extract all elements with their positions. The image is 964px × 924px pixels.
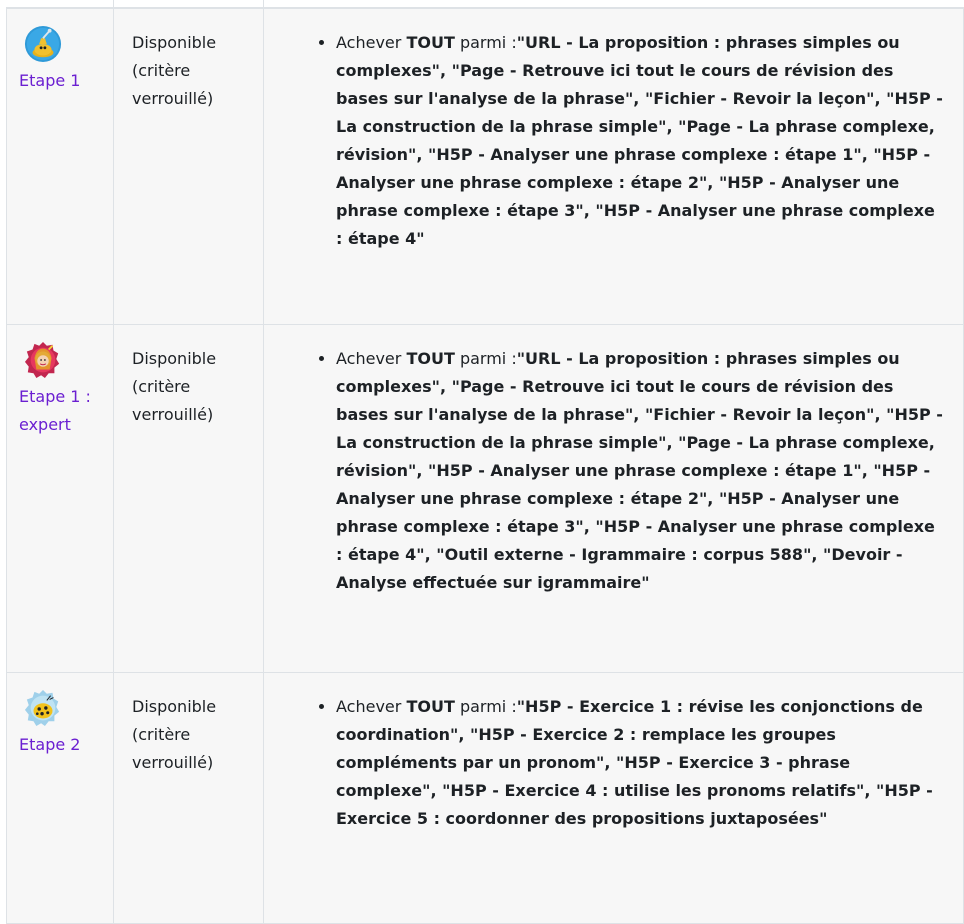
criteria-activities: "URL - La proposition : phrases simples ou complexes", "Page - Retrouve ici tout le cours de révision des bases sur l'analyse de la phrase", "Fichier - Revoir la leçon", "H5P - La construction de la phrase simple", "Page - La phrase complexe, révision", "H5P - Analyser une phrase complexe : étape 1", "H5P - Analyser une phrase complexe : étape 2", "H5P - Analyser une phrase complexe : étape 3", "H5P - Analyser une phrase complexe : étape 4", "Outil externe - Igrammaire : corpus 588", "Devoir - Analyse effectuée sur igrammaire": [336, 349, 943, 592]
criteria-list: [314, 693, 945, 833]
table-row: [7, 673, 964, 924]
criteria-mid: parmi :: [459, 349, 517, 368]
wizard-medal-icon[interactable]: [24, 341, 62, 379]
badge-link-etape-1[interactable]: Etape 1: [19, 71, 81, 90]
badge-cell: [7, 673, 114, 924]
table-row: [7, 325, 964, 673]
criteria-list: [314, 29, 945, 253]
table-row: [7, 8, 964, 325]
criteria-list: [314, 345, 945, 597]
badges-table: [6, 7, 964, 924]
badge-link-etape-2[interactable]: Etape 2: [19, 735, 81, 754]
criteria-all: TOUT: [406, 349, 455, 368]
criteria-cell: [264, 8, 964, 325]
criteria-item: [336, 29, 945, 253]
criteria-prefix: Achever: [336, 349, 402, 368]
criteria-mid: parmi :: [459, 697, 517, 716]
criteria-item: [336, 345, 945, 597]
badge-cell: [7, 325, 114, 673]
criteria-item: [336, 693, 945, 833]
badge-link-etape-1-expert[interactable]: Etape 1 : expert: [19, 387, 91, 434]
criteria-prefix: Achever: [336, 33, 402, 52]
status-cell: [114, 8, 264, 325]
ladybug-badge-icon[interactable]: [24, 689, 62, 727]
criteria-all: TOUT: [406, 697, 455, 716]
criteria-cell: [264, 325, 964, 673]
status-cell: [114, 673, 264, 924]
criteria-cell: [264, 673, 964, 924]
criteria-activities: "URL - La proposition : phrases simples ou complexes", "Page - Retrouve ici tout le cours de révision des bases sur l'analyse de la phrase", "Fichier - Revoir la leçon", "H5P - La construction de la phrase simple", "Page - La phrase complexe, révision", "H5P - Analyser une phrase complexe : étape 1", "H5P - Analyser une phrase complexe : étape 2", "H5P - Analyser une phrase complexe : étape 3", "H5P - Analyser une phrase complexe : étape 4": [336, 33, 943, 248]
status-text: Disponible (critère verrouillé): [132, 697, 217, 772]
criteria-all: TOUT: [406, 33, 455, 52]
badges-table-wrapper: [6, 0, 964, 859]
status-text: Disponible (critère verrouillé): [132, 33, 217, 108]
criteria-activities: "H5P - Exercice 1 : révise les conjonctions de coordination", "H5P - Exercice 2 : remplace les groupes compléments par un pronom", "H5P - Exercice 3 - phrase complexe", "H5P - Exercice 4 : utilise les pronoms relatifs", "H5P - Exercice 5 : coordonner des propositions juxtaposées": [336, 697, 933, 828]
lamp-robot-icon[interactable]: [24, 25, 62, 63]
criteria-prefix: Achever: [336, 697, 402, 716]
status-text: Disponible (critère verrouillé): [132, 349, 217, 424]
status-cell: [114, 325, 264, 673]
badge-cell: [7, 8, 114, 325]
criteria-mid: parmi :: [459, 33, 517, 52]
